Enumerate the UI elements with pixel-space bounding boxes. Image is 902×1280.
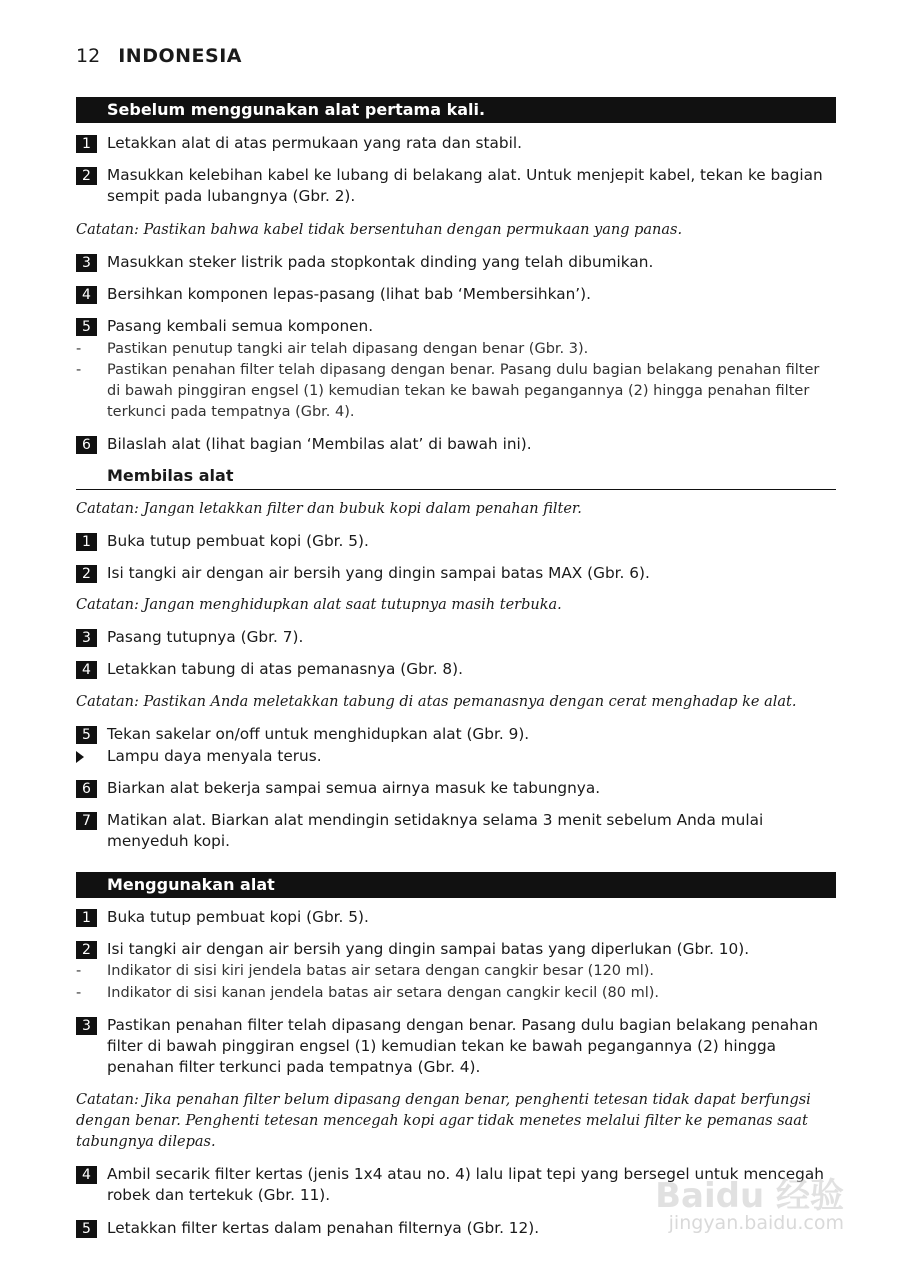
step-item — [76, 939, 836, 960]
step-item — [76, 316, 836, 337]
step-text: Tekan sakelar on/off untuk menghidupkan alat (Gbr. 9). — [107, 725, 530, 743]
step-text: Letakkan alat di atas permukaan yang rata dan stabil. — [107, 134, 522, 152]
step-item — [76, 531, 836, 552]
step-item — [76, 810, 836, 852]
note: Catatan: Pastikan Anda meletakkan tabung di atas pemanasnya dengan cerat menghadap ke alat. — [76, 694, 797, 710]
step-item — [76, 133, 836, 154]
step-item — [76, 627, 836, 648]
step-number: 7 — [76, 812, 97, 830]
step-item — [76, 434, 836, 455]
watermark-logo: Baidu 经验 — [655, 1176, 844, 1216]
step-item — [76, 284, 836, 305]
step-text: Matikan alat. Biarkan alat mendingin setidaknya selama 3 menit sebelum Anda mulai menyeduh kopi. — [107, 811, 764, 850]
step-text: Pasang tutupnya (Gbr. 7). — [107, 628, 304, 646]
page-header — [76, 45, 242, 67]
step-text: Letakkan filter kertas dalam penahan filternya (Gbr. 12). — [107, 1219, 540, 1237]
step-number: 6 — [76, 436, 97, 454]
step-item — [76, 563, 836, 584]
result-text: Lampu daya menyala terus. — [107, 747, 322, 765]
step-number: 6 — [76, 780, 97, 798]
bullet-item — [76, 339, 836, 360]
step-text: Masukkan steker listrik pada stopkontak dinding yang telah dibumikan. — [107, 253, 654, 271]
step-number: 5 — [76, 726, 97, 744]
step-number: 4 — [76, 1166, 97, 1184]
bullet-item — [76, 360, 836, 423]
step-text: Buka tutup pembuat kopi (Gbr. 5). — [107, 532, 369, 550]
bullet-text: Pastikan penutup tangki air telah dipasang dengan benar (Gbr. 3). — [107, 341, 589, 357]
step-number: 4 — [76, 286, 97, 304]
step-number: 1 — [76, 135, 97, 153]
step-item — [76, 724, 836, 745]
step-text: Bilaslah alat (lihat bagian ‘Membilas alat’ di bawah ini). — [107, 435, 532, 453]
step-number: 2 — [76, 167, 97, 185]
dash-marker: - — [76, 985, 82, 1001]
step-item — [76, 659, 836, 680]
step-item — [76, 778, 836, 799]
step-text: Pastikan penahan filter telah dipasang dengan benar. Pasang dulu bagian belakang penahan filter di bawah pinggiran engsel (1) kemudian tekan ke bawah pegangannya (2) hingga penahan filter terkunci pada tempatnya (Gbr. 4). — [107, 1016, 819, 1076]
step-item — [76, 165, 836, 207]
bullet-item — [76, 961, 836, 982]
step-number: 1 — [76, 909, 97, 927]
result-arrow-icon — [76, 751, 84, 763]
step-text: Pasang kembali semua komponen. — [107, 317, 374, 335]
step-number: 2 — [76, 565, 97, 583]
step-text: Ambil secarik filter kertas (jenis 1x4 atau no. 4) lalu lipat tepi yang bersegel untuk mencegah robek dan tertekuk (Gbr. 11). — [107, 1165, 824, 1204]
step-text: Isi tangki air dengan air bersih yang dingin sampai batas MAX (Gbr. 6). — [107, 564, 650, 582]
dash-marker: - — [76, 963, 82, 979]
step-number: 3 — [76, 629, 97, 647]
result-item — [76, 746, 836, 767]
dash-marker: - — [76, 362, 82, 378]
watermark-url: jingyan.baidu.com — [668, 1212, 844, 1234]
note: Catatan: Jangan letakkan filter dan bubuk kopi dalam penahan filter. — [76, 501, 582, 517]
step-item — [76, 252, 836, 273]
section-title-using: Menggunakan alat — [76, 872, 836, 898]
step-number: 3 — [76, 254, 97, 272]
note: Catatan: Jangan menghidupkan alat saat tutupnya masih terbuka. — [76, 597, 562, 613]
note: Catatan: Jika penahan filter belum dipasang dengan benar, penghenti tetesan tidak dapat berfungsi dengan benar. Penghenti tetesan mencegah kopi agar tidak menetes melalui filter ke pemanas saat tabungnya dilepas. — [76, 1092, 811, 1150]
step-number: 2 — [76, 941, 97, 959]
page-language: INDONESIA — [118, 45, 242, 67]
bullet-text: Indikator di sisi kanan jendela batas air setara dengan cangkir kecil (80 ml). — [107, 985, 659, 1001]
section-title-rinsing: Membilas alat — [76, 466, 836, 490]
step-text: Buka tutup pembuat kopi (Gbr. 5). — [107, 908, 369, 926]
bullet-text: Pastikan penahan filter telah dipasang dengan benar. Pasang dulu bagian belakang penahan filter di bawah pinggiran engsel (1) kemudian tekan ke bawah pegangannya (2) hingga penahan filter terkunci pada tempatnya (Gbr. 4). — [107, 362, 820, 420]
section-title-before-first-use: Sebelum menggunakan alat pertama kali. — [76, 97, 836, 123]
step-number: 1 — [76, 533, 97, 551]
step-item — [76, 907, 836, 928]
dash-marker: - — [76, 341, 82, 357]
step-number: 5 — [76, 1220, 97, 1238]
step-text: Masukkan kelebihan kabel ke lubang di belakang alat. Untuk menjepit kabel, tekan ke bagian sempit pada lubangnya (Gbr. 2). — [107, 166, 823, 205]
bullet-item — [76, 983, 836, 1004]
page-number: 12 — [76, 45, 101, 67]
bullet-text: Indikator di sisi kiri jendela batas air setara dengan cangkir besar (120 ml). — [107, 963, 655, 979]
step-number: 4 — [76, 661, 97, 679]
step-text: Biarkan alat bekerja sampai semua airnya masuk ke tabungnya. — [107, 779, 601, 797]
note: Catatan: Pastikan bahwa kabel tidak bersentuhan dengan permukaan yang panas. — [76, 222, 683, 238]
step-text: Letakkan tabung di atas pemanasnya (Gbr. 8). — [107, 660, 463, 678]
step-number: 3 — [76, 1017, 97, 1035]
step-item — [76, 1015, 836, 1078]
step-text: Isi tangki air dengan air bersih yang dingin sampai batas yang diperlukan (Gbr. 10). — [107, 940, 750, 958]
step-text: Bersihkan komponen lepas-pasang (lihat bab ‘Membersihkan’). — [107, 285, 591, 303]
step-number: 5 — [76, 318, 97, 336]
